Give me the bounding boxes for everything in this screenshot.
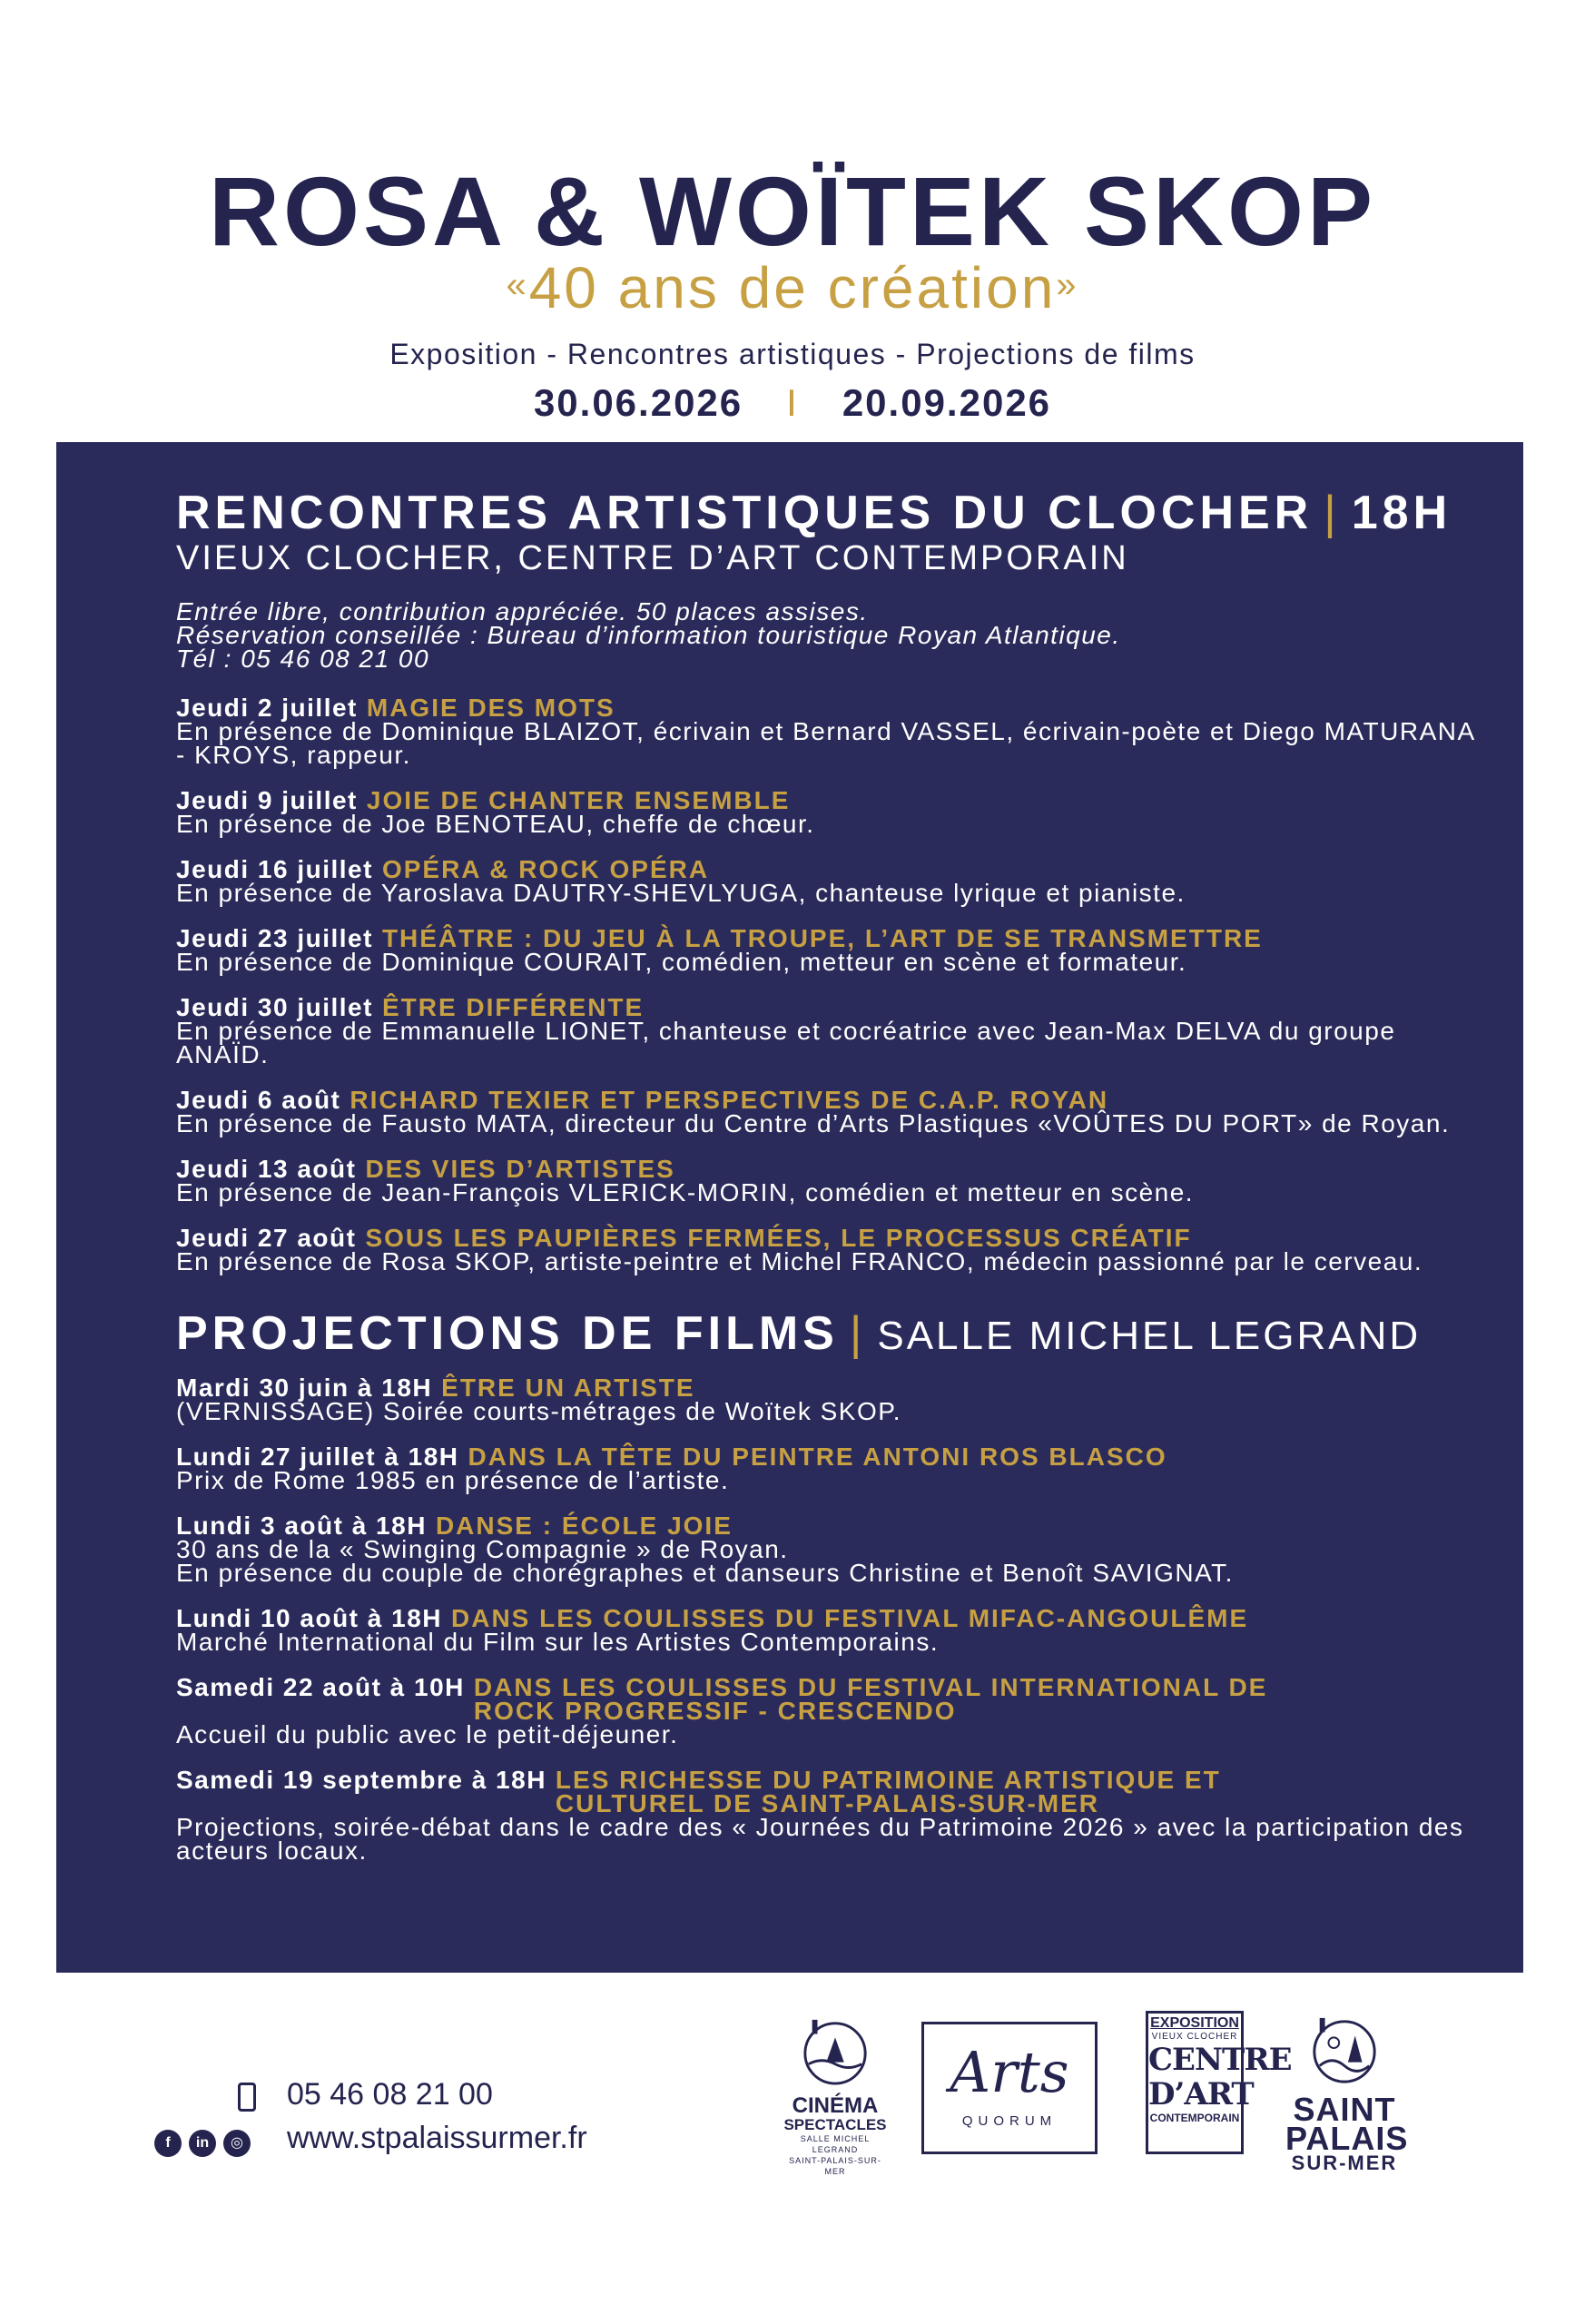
- event-date: Jeudi 13 août: [176, 1155, 357, 1183]
- event-description: (VERNISSAGE) Soirée courts-métrages de Woïtek SKOP.: [176, 1397, 902, 1425]
- page-title: ROSA & WOÏTEK SKOP: [208, 156, 1377, 266]
- expo-logo-main: CENTRE: [1148, 2042, 1292, 2078]
- event-date: Jeudi 6 août: [176, 1086, 341, 1114]
- event-date: Jeudi 2 juillet: [176, 694, 358, 722]
- cinema-logo: [781, 2011, 890, 2177]
- cinema-logo-tiny: SAINT-PALAIS-SUR-MER: [789, 2156, 881, 2176]
- rencontres-info: [176, 597, 1483, 673]
- event-date: Lundi 10 août à 18H: [176, 1604, 442, 1632]
- event-item: [176, 696, 1483, 767]
- event-description: Prix de Rome 1985 en présence de l’artiste.: [176, 1466, 730, 1494]
- event-item: [176, 1226, 1483, 1274]
- event-title: DANSE : ÉCOLE JOIE: [435, 1512, 733, 1540]
- event-item: [176, 924, 1483, 976]
- cinema-logo-subtext: SPECTACLES: [783, 2116, 887, 2133]
- expo-logo-main: D’ART: [1148, 2076, 1254, 2112]
- event-title: DES VIES D’ARTISTES: [365, 1155, 675, 1183]
- expo-logo-bottom: CONTEMPORAIN: [1149, 2112, 1240, 2124]
- event-description: 30 ans de la « Swinging Compagnie » de Royan.: [176, 1535, 789, 1563]
- heading-divider: |: [849, 1307, 867, 1360]
- event-date: Jeudi 23 juillet: [176, 924, 373, 952]
- rencontres-title: RENCONTRES ARTISTIQUES DU CLOCHER: [176, 487, 1314, 539]
- centre-art-logo: [1146, 2011, 1292, 2154]
- event-description: En présence du couple de chorégraphes et danseurs Christine et Benoît SAVIGNAT.: [176, 1559, 1234, 1587]
- event-title: RICHARD TEXIER ET PERSPECTIVES DE C.A.P. ROYAN: [349, 1086, 1109, 1114]
- event-date: Mardi 30 juin à 18H: [176, 1374, 433, 1402]
- rencontres-event-list: [176, 696, 1483, 1274]
- footer-contact: [154, 2077, 699, 2164]
- event-date: Samedi 19 septembre à 18H: [176, 1766, 546, 1794]
- rencontres-heading: [176, 486, 1483, 540]
- projections-event-list: [176, 1376, 1483, 1863]
- linkedin-icon[interactable]: in: [189, 2130, 216, 2157]
- phone-number: 05 46 08 21 00: [287, 2077, 493, 2112]
- lighthouse-emblem-icon: [800, 2011, 871, 2091]
- event-description: En présence de Dominique BLAIZOT, écrivain et Bernard VASSEL, écrivain-poète et Diego MATURANA - KROYS, rappeur.: [176, 717, 1475, 769]
- event-description: En présence de Jean-François VLERICK-MORIN, comédien et metteur en scène.: [176, 1178, 1195, 1206]
- info-line: Entrée libre, contribution appréciée. 50 places assises.: [176, 597, 869, 625]
- saint-palais-logo: [1285, 2011, 1409, 2174]
- activities-line: Exposition - Rencontres artistiques - Projections de films: [389, 338, 1196, 370]
- event-title: SOUS LES PAUPIÈRES FERMÉES, LE PROCESSUS CRÉATIF: [365, 1224, 1192, 1252]
- event-title: ÊTRE DIFFÉRENTE: [381, 993, 645, 1021]
- arts-quorum-logo: [921, 2022, 1098, 2154]
- event-header: [176, 1673, 1483, 1725]
- saint-palais-text: SAINT: [1293, 2091, 1396, 2128]
- event-date: Jeudi 9 juillet: [176, 786, 358, 814]
- event-title: DANS LA TÊTE DU PEINTRE ANTONI ROS BLASCO: [468, 1443, 1167, 1471]
- event-title: THÉÂTRE : DU JEU À LA TROUPE, L’ART DE SE TRANSMETTRE: [381, 924, 1263, 952]
- date-separator: I: [786, 381, 799, 424]
- date-range: [0, 381, 1585, 425]
- saint-palais-text: PALAIS: [1285, 2120, 1409, 2157]
- event-title: DANS LES COULISSES DU FESTIVAL INTERNATIONAL DE ROCK PROGRESSIF - CRESCENDO: [473, 1673, 1268, 1725]
- event-date: Jeudi 16 juillet: [176, 855, 373, 883]
- website-link[interactable]: www.stpalaissurmer.fr: [287, 2121, 587, 2155]
- event-date: Samedi 22 août à 10H: [176, 1673, 465, 1701]
- cinema-logo-text: CINÉMA: [792, 2093, 879, 2118]
- rencontres-time: 18H: [1351, 487, 1452, 539]
- cinema-logo-tiny: SALLE MICHEL LEGRAND: [800, 2134, 871, 2154]
- event-description: En présence de Joe BENOTEAU, cheffe de chœur.: [176, 810, 815, 838]
- info-line: Réservation conseillée : Bureau d’information touristique Royan Atlantique.: [176, 621, 1121, 649]
- event-header: [176, 1768, 1483, 1816]
- expo-logo-small: VIEUX CLOCHER: [1151, 2032, 1238, 2042]
- rencontres-venue: VIEUX CLOCHER, CENTRE D’ART CONTEMPORAIN: [176, 539, 1129, 577]
- program-content: [176, 486, 1483, 1885]
- quorum-logo-text: QUORUM: [961, 2113, 1058, 2129]
- event-item: [176, 1088, 1483, 1136]
- projections-heading: [176, 1306, 1483, 1364]
- event-description: En présence de Yaroslava DAUTRY-SHEVLYUGA, chanteuse lyrique et pianiste.: [176, 879, 1186, 907]
- date-end: 20.09.2026: [842, 381, 1052, 424]
- event-description: En présence de Rosa SKOP, artiste-peintre et Michel FRANCO, médecin passionné par le cerveau.: [176, 1247, 1423, 1275]
- info-line: Tél : 05 46 08 21 00: [176, 645, 430, 673]
- event-item: [176, 1673, 1483, 1748]
- event-description: Projections, soirée-débat dans le cadre des « Journées du Patrimoine 2026 » avec la participation des acteurs locaux.: [176, 1813, 1464, 1865]
- event-description: En présence de Fausto MATA, directeur du Centre d’Arts Plastiques «VOÛTES DU PORT» de Royan.: [176, 1109, 1451, 1137]
- event-item: [176, 1514, 1483, 1585]
- program-panel: [56, 442, 1523, 1973]
- event-item: [176, 786, 1483, 838]
- event-date: Lundi 27 juillet à 18H: [176, 1443, 459, 1471]
- saint-palais-subtext: SUR-MER: [1291, 2152, 1398, 2174]
- event-item: [176, 1376, 1483, 1423]
- event-date: Jeudi 30 juillet: [176, 993, 373, 1021]
- event-title: MAGIE DES MOTS: [366, 694, 615, 722]
- event-item: [176, 1768, 1483, 1863]
- page-subtitle: [0, 254, 1585, 321]
- event-item: [176, 993, 1483, 1068]
- website-row: [154, 2121, 699, 2164]
- event-title: ÊTRE UN ARTISTE: [441, 1374, 695, 1402]
- phone-row: [154, 2077, 699, 2121]
- facebook-icon[interactable]: f: [154, 2130, 182, 2157]
- instagram-icon[interactable]: ◎: [223, 2130, 251, 2157]
- projections-title: PROJECTIONS DE FILMS: [176, 1307, 839, 1360]
- event-title: JOIE DE CHANTER ENSEMBLE: [366, 786, 791, 814]
- town-emblem-icon: [1309, 2011, 1380, 2091]
- date-start: 30.06.2026: [533, 381, 743, 424]
- event-item: [176, 1157, 1483, 1205]
- heading-divider: |: [1324, 487, 1341, 539]
- event-item: [176, 1445, 1483, 1492]
- event-description: En présence de Emmanuelle LIONET, chanteuse et cocréatrice avec Jean-Max DELVA du groupe ANAÏD.: [176, 1017, 1396, 1068]
- event-item: [176, 855, 1483, 907]
- expo-logo-top: EXPOSITION: [1150, 2015, 1239, 2031]
- event-description: Accueil du public avec le petit-déjeuner.: [176, 1720, 679, 1748]
- subtitle-open-quote: «: [506, 265, 529, 305]
- projections-venue: SALLE MICHEL LEGRAND: [877, 1314, 1422, 1358]
- event-title: OPÉRA & ROCK OPÉRA: [381, 855, 710, 883]
- event-item: [176, 1604, 1483, 1656]
- subtitle-text: 40 ans de création: [528, 255, 1057, 320]
- event-date: Lundi 3 août à 18H: [176, 1512, 427, 1540]
- event-description: Marché International du Film sur les Artistes Contemporains.: [176, 1628, 940, 1656]
- mobile-phone-icon: [238, 2083, 256, 2112]
- event-title: LES RICHESSE DU PATRIMOINE ARTISTIQUE ET CULTUREL DE SAINT-PALAIS-SUR-MER: [555, 1766, 1221, 1817]
- arts-logo-text: Arts: [950, 2039, 1069, 2105]
- event-title: DANS LES COULISSES DU FESTIVAL MIFAC-ANGOULÊME: [451, 1604, 1249, 1632]
- event-description: En présence de Dominique COURAIT, comédien, metteur en scène et formateur.: [176, 948, 1187, 976]
- event-date: Jeudi 27 août: [176, 1224, 357, 1252]
- subtitle-close-quote: »: [1056, 265, 1079, 305]
